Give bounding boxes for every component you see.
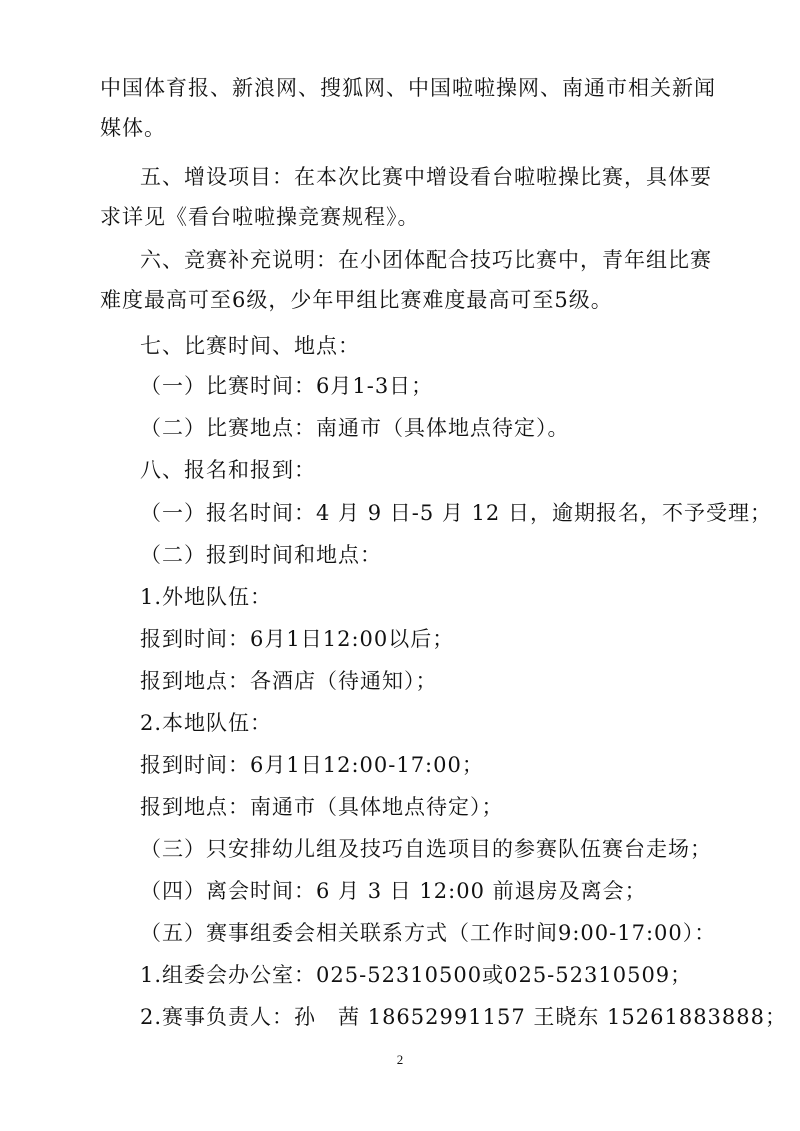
paragraph-line: （二）比赛地点：南通市（具体地点待定）。 [140,416,570,440]
stage-walkthrough-note [140,829,712,869]
event-lead-contact [140,997,787,1037]
paragraph-line: 2.赛事负责人：孙 茜 18652991157 王晓东 15261883888； [140,1005,787,1029]
local-check-in-place [140,787,705,827]
paragraph-line: （一）报名时间：4 月 9 日-5 月 12 日，逾期报名，不予受理； [140,501,772,525]
paragraph-line: 六、竞赛补充说明：在小团体配合技巧比赛中，青年组比赛 [140,248,712,272]
competition-time [140,366,705,406]
paragraph-line: （四）离会时间：6 月 3 日 12:00 前退房及离会； [140,879,647,903]
check-in-heading [140,535,705,575]
paragraph-section-5 [100,157,712,237]
local-check-in-time [140,745,705,785]
paragraph-line: （五）赛事组委会相关联系方式（工作时间9:00-17:00）： [140,921,717,945]
paragraph-line: 报到时间：6月1日12:00-17:00； [140,753,484,777]
paragraph-line: （二）报到时间和地点： [140,543,382,567]
local-teams-heading [140,703,705,743]
external-check-in-time [140,619,705,659]
committee-office-contact [140,955,705,995]
paragraph-line: 七、比赛时间、地点： [140,334,360,358]
paragraph-line: 难度最高可至6级，少年甲组比赛难度最高可至5级。 [100,288,613,312]
paragraph-line: 1.外地队伍： [140,585,273,609]
paragraph-line: 媒体。 [100,116,166,140]
page-number: 2 [396,1052,404,1067]
paragraph-section-6 [100,240,712,320]
section-7-heading [140,326,705,366]
paragraph-line: 求详见《看台啦啦操竞赛规程》。 [100,205,420,229]
external-check-in-place [140,661,705,701]
paragraph-line: 五、增设项目：在本次比赛中增设看台啦啦操比赛，具体要 [140,165,712,189]
external-teams-heading [140,577,705,617]
registration-time [140,493,772,533]
paragraph-line: 八、报名和报到： [140,458,316,482]
paragraph-line: （一）比赛时间：6月1-3日； [140,374,434,398]
paragraph-line: 1.组委会办公室：025-52310500或025-52310509； [140,963,693,987]
paragraph-line: 中国体育报、新浪网、搜狐网、中国啦啦操网、南通市相关新闻 [100,76,716,100]
paragraph-media [100,68,716,148]
section-8-heading [140,450,705,490]
paragraph-line: 报到地点：各酒店（待通知）； [140,669,438,693]
contact-heading [140,913,717,953]
departure-time [140,871,705,911]
paragraph-line: 报到地点：南通市（具体地点待定）； [140,795,504,819]
competition-location [140,408,705,448]
paragraph-line: 2.本地队伍： [140,711,273,735]
paragraph-line: （三）只安排幼儿组及技巧自选项目的参赛队伍赛台走场； [140,837,712,861]
paragraph-line: 报到时间：6月1日12:00以后； [140,627,455,651]
